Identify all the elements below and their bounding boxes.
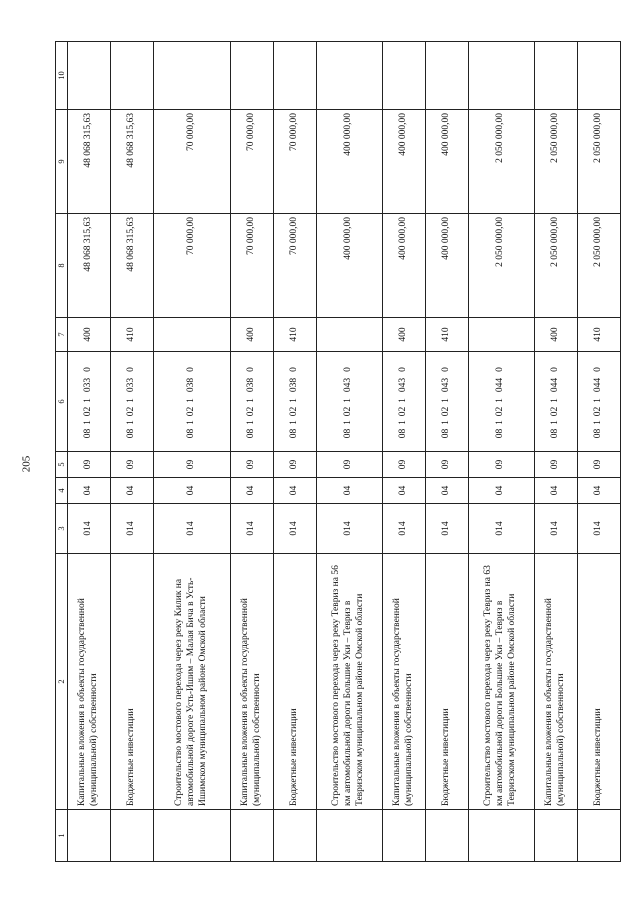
amount-current: 70 000,00 bbox=[153, 110, 230, 214]
row-name: Бюджетные инвестиции bbox=[425, 554, 468, 810]
amount-current: 48 068 315,63 bbox=[110, 110, 153, 214]
expense-type-code bbox=[153, 318, 230, 352]
amount-current: 400 000,00 bbox=[382, 110, 425, 214]
column-header: 8 bbox=[56, 214, 68, 318]
amount-total: 400 000,00 bbox=[382, 214, 425, 318]
target-article-code: 0810210430 bbox=[425, 352, 468, 452]
row-number-cell bbox=[67, 810, 110, 862]
row-number-cell bbox=[534, 810, 577, 862]
section-code: 04 bbox=[230, 478, 273, 504]
expense-type-code: 410 bbox=[425, 318, 468, 352]
row-number-cell bbox=[425, 810, 468, 862]
amount-current: 2 050 000,00 bbox=[577, 110, 620, 214]
amount-total: 400 000,00 bbox=[425, 214, 468, 318]
admin-code: 014 bbox=[316, 504, 382, 554]
expense-type-code bbox=[468, 318, 534, 352]
section-code: 04 bbox=[316, 478, 382, 504]
admin-code: 014 bbox=[382, 504, 425, 554]
section-code: 04 bbox=[534, 478, 577, 504]
amount-other bbox=[273, 42, 316, 110]
amount-other bbox=[316, 42, 382, 110]
subsection-code: 09 bbox=[230, 452, 273, 478]
target-article-code: 0810210330 bbox=[67, 352, 110, 452]
amount-current: 70 000,00 bbox=[230, 110, 273, 214]
amount-total: 70 000,00 bbox=[230, 214, 273, 318]
expense-type-code bbox=[316, 318, 382, 352]
admin-code: 014 bbox=[425, 504, 468, 554]
amount-total: 48 068 315,63 bbox=[67, 214, 110, 318]
amount-total: 2 050 000,00 bbox=[468, 214, 534, 318]
amount-other bbox=[534, 42, 577, 110]
expense-type-code: 400 bbox=[67, 318, 110, 352]
column-header: 2 bbox=[56, 554, 68, 810]
row-number-cell bbox=[110, 810, 153, 862]
row-number-cell bbox=[382, 810, 425, 862]
admin-code: 014 bbox=[534, 504, 577, 554]
expense-type-code: 410 bbox=[110, 318, 153, 352]
row-name: Бюджетные инвестиции bbox=[110, 554, 153, 810]
target-article-code: 0810210430 bbox=[316, 352, 382, 452]
row-name: Строительство мостового перехода через реку Тевриз на 63 км автомобильной дороги Большие Уки – Тевриз в Тевризском муниципальном районе Омской области bbox=[468, 554, 534, 810]
expense-type-code: 400 bbox=[230, 318, 273, 352]
section-code: 04 bbox=[425, 478, 468, 504]
budget-table bbox=[55, 41, 621, 862]
target-article-code: 0810210440 bbox=[577, 352, 620, 452]
page-number: 205 bbox=[20, 455, 33, 473]
row-name: Строительство мостового перехода через реку Тевриз на 56 км автомобильной дороги Большие Уки – Тевриз в Тевризском муниципальном районе Омской области bbox=[316, 554, 382, 810]
subsection-code: 09 bbox=[153, 452, 230, 478]
column-header: 3 bbox=[56, 504, 68, 554]
amount-other bbox=[425, 42, 468, 110]
table-row bbox=[230, 42, 273, 862]
section-code: 04 bbox=[468, 478, 534, 504]
amount-current: 2 050 000,00 bbox=[468, 110, 534, 214]
table-row bbox=[468, 42, 534, 862]
amount-current: 70 000,00 bbox=[273, 110, 316, 214]
expense-type-code: 410 bbox=[577, 318, 620, 352]
amount-total: 400 000,00 bbox=[316, 214, 382, 318]
target-article-code: 0810210430 bbox=[382, 352, 425, 452]
admin-code: 014 bbox=[153, 504, 230, 554]
table-row bbox=[316, 42, 382, 862]
amount-other bbox=[153, 42, 230, 110]
admin-code: 014 bbox=[577, 504, 620, 554]
amount-other bbox=[382, 42, 425, 110]
section-code: 04 bbox=[67, 478, 110, 504]
row-number-cell bbox=[577, 810, 620, 862]
column-header: 10 bbox=[56, 42, 68, 110]
column-header: 9 bbox=[56, 110, 68, 214]
row-number-cell bbox=[230, 810, 273, 862]
subsection-code: 09 bbox=[110, 452, 153, 478]
amount-total: 2 050 000,00 bbox=[577, 214, 620, 318]
subsection-code: 09 bbox=[468, 452, 534, 478]
amount-other bbox=[230, 42, 273, 110]
table-row bbox=[382, 42, 425, 862]
row-name: Капитальные вложения в объекты государственной (муниципальной) собственности bbox=[382, 554, 425, 810]
rotated-table-wrapper bbox=[55, 42, 603, 862]
subsection-code: 09 bbox=[425, 452, 468, 478]
column-header: 4 bbox=[56, 478, 68, 504]
target-article-code: 0810210440 bbox=[534, 352, 577, 452]
amount-current: 400 000,00 bbox=[316, 110, 382, 214]
column-header: 1 bbox=[56, 810, 68, 862]
admin-code: 014 bbox=[110, 504, 153, 554]
table-row bbox=[577, 42, 620, 862]
table-row bbox=[110, 42, 153, 862]
amount-current: 400 000,00 bbox=[425, 110, 468, 214]
row-number-cell bbox=[316, 810, 382, 862]
expense-type-code: 410 bbox=[273, 318, 316, 352]
table-row bbox=[273, 42, 316, 862]
amount-other bbox=[110, 42, 153, 110]
column-header: 6 bbox=[56, 352, 68, 452]
section-code: 04 bbox=[382, 478, 425, 504]
admin-code: 014 bbox=[468, 504, 534, 554]
row-number-cell bbox=[273, 810, 316, 862]
expense-type-code: 400 bbox=[534, 318, 577, 352]
table-row bbox=[425, 42, 468, 862]
row-number-cell bbox=[468, 810, 534, 862]
amount-current: 48 068 315,63 bbox=[67, 110, 110, 214]
subsection-code: 09 bbox=[316, 452, 382, 478]
amount-total: 70 000,00 bbox=[153, 214, 230, 318]
subsection-code: 09 bbox=[67, 452, 110, 478]
amount-total: 2 050 000,00 bbox=[534, 214, 577, 318]
admin-code: 014 bbox=[230, 504, 273, 554]
section-code: 04 bbox=[577, 478, 620, 504]
row-name: Бюджетные инвестиции bbox=[273, 554, 316, 810]
row-name: Капитальные вложения в объекты государственной (муниципальной) собственности bbox=[230, 554, 273, 810]
section-code: 04 bbox=[273, 478, 316, 504]
row-number-cell bbox=[153, 810, 230, 862]
column-header: 5 bbox=[56, 452, 68, 478]
target-article-code: 0810210330 bbox=[110, 352, 153, 452]
expense-type-code: 400 bbox=[382, 318, 425, 352]
row-name: Капитальные вложения в объекты государственной (муниципальной) собственности bbox=[534, 554, 577, 810]
column-header: 7 bbox=[56, 318, 68, 352]
target-article-code: 0810210380 bbox=[153, 352, 230, 452]
admin-code: 014 bbox=[67, 504, 110, 554]
table-row bbox=[67, 42, 110, 862]
amount-other bbox=[577, 42, 620, 110]
amount-total: 70 000,00 bbox=[273, 214, 316, 318]
target-article-code: 0810210380 bbox=[230, 352, 273, 452]
admin-code: 014 bbox=[273, 504, 316, 554]
amount-current: 2 050 000,00 bbox=[534, 110, 577, 214]
section-code: 04 bbox=[110, 478, 153, 504]
subsection-code: 09 bbox=[273, 452, 316, 478]
row-name: Капитальные вложения в объекты государственной (муниципальной) собственности bbox=[67, 554, 110, 810]
table-row bbox=[534, 42, 577, 862]
row-name: Строительство мостового перехода через реку Килик на автомобильной дороге Усть-Ишим – Малая Бича в Усть-Ишимском муниципальном районе Омской области bbox=[153, 554, 230, 810]
subsection-code: 09 bbox=[534, 452, 577, 478]
subsection-code: 09 bbox=[382, 452, 425, 478]
target-article-code: 0810210440 bbox=[468, 352, 534, 452]
amount-other bbox=[67, 42, 110, 110]
section-code: 04 bbox=[153, 478, 230, 504]
amount-total: 48 068 315,63 bbox=[110, 214, 153, 318]
header-row bbox=[56, 42, 68, 862]
amount-other bbox=[468, 42, 534, 110]
table-row bbox=[153, 42, 230, 862]
subsection-code: 09 bbox=[577, 452, 620, 478]
target-article-code: 0810210380 bbox=[273, 352, 316, 452]
row-name: Бюджетные инвестиции bbox=[577, 554, 620, 810]
